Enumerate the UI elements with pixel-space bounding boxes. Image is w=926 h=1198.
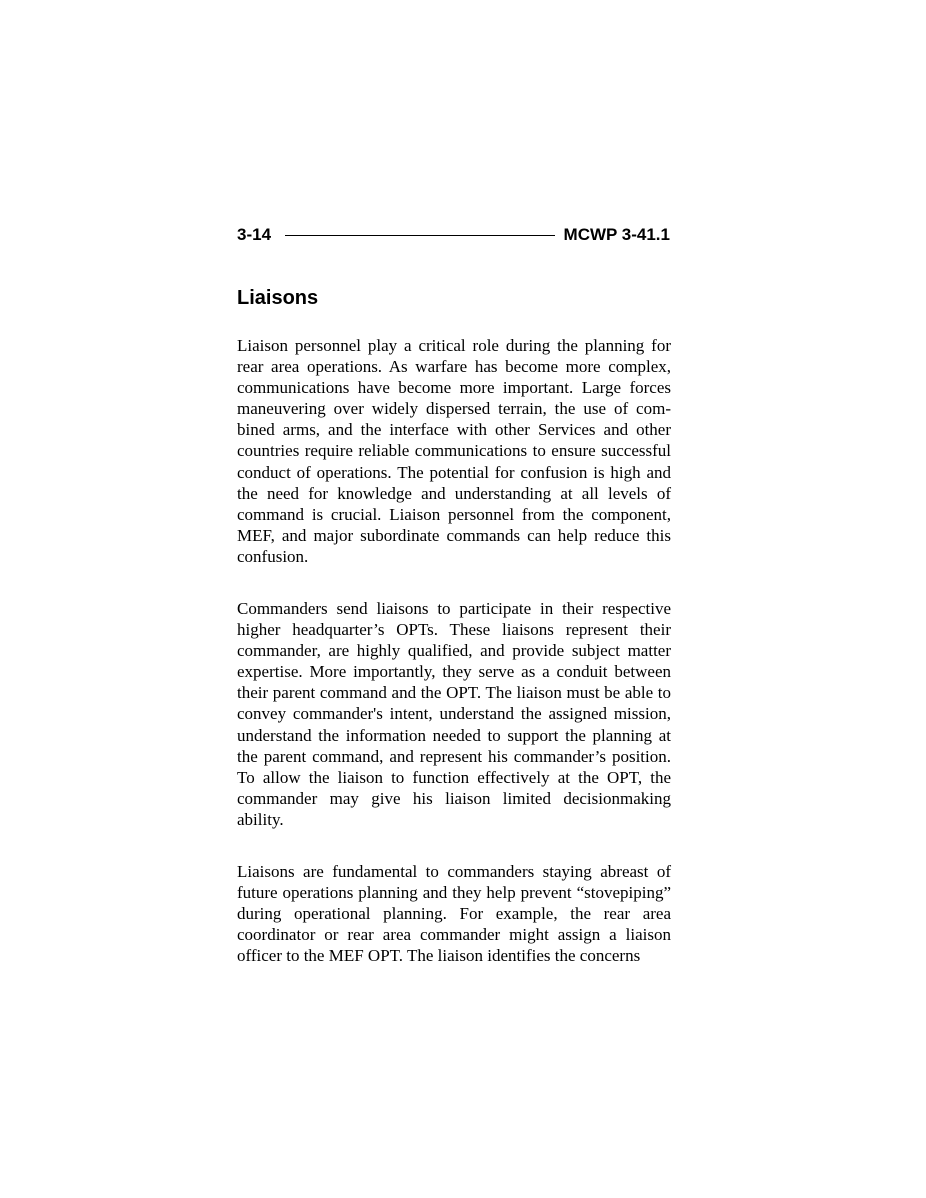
page-number: 3-14 [237,225,272,244]
section-heading: Liaisons [237,287,319,309]
body-paragraph-2: Commanders send liaisons to participate in their respective higher headquarter’s OPTs. These liaisons represent their commander, are highly qualified, and provide subject matter expertise. More importantly, they serve as a conduit between their parent command and the OPT. The liaison must be able to convey commander's intent, understand the assigned mission, understand the information needed to support the planning at the parent command, and represent his commander’s position. To allow the liaison to function effectively at the OPT, the commander may give his liaison limited decisionmaking ability. [237,599,671,829]
publication-id: MCWP 3-41.1 [563,225,670,244]
header-rule [285,235,555,236]
page-header [237,222,670,248]
body-paragraph-1: Liaison personnel play a critical role during the planning for rear area operations. As warfare has become more complex, communications have become more important. Large forces maneuvering over widely dispersed terrain, the use of combined arms, and the interface with other Services and other countries require reliable communications to ensure successful conduct of operations. The potential for confusion is high and the need for knowledge and understanding at all levels of command is crucial. Liaison personnel from the component, MEF, and major subordinate commands can help reduce this confusion. [237,336,671,566]
body-paragraph-3: Liaisons are fundamental to commanders staying abreast of future operations planning and they help prevent “stovepiping” during operational planning. For example, the rear area coordinator or rear area commander might assign a liaison officer to the MEF OPT. The liaison identifies the concerns [237,862,671,966]
